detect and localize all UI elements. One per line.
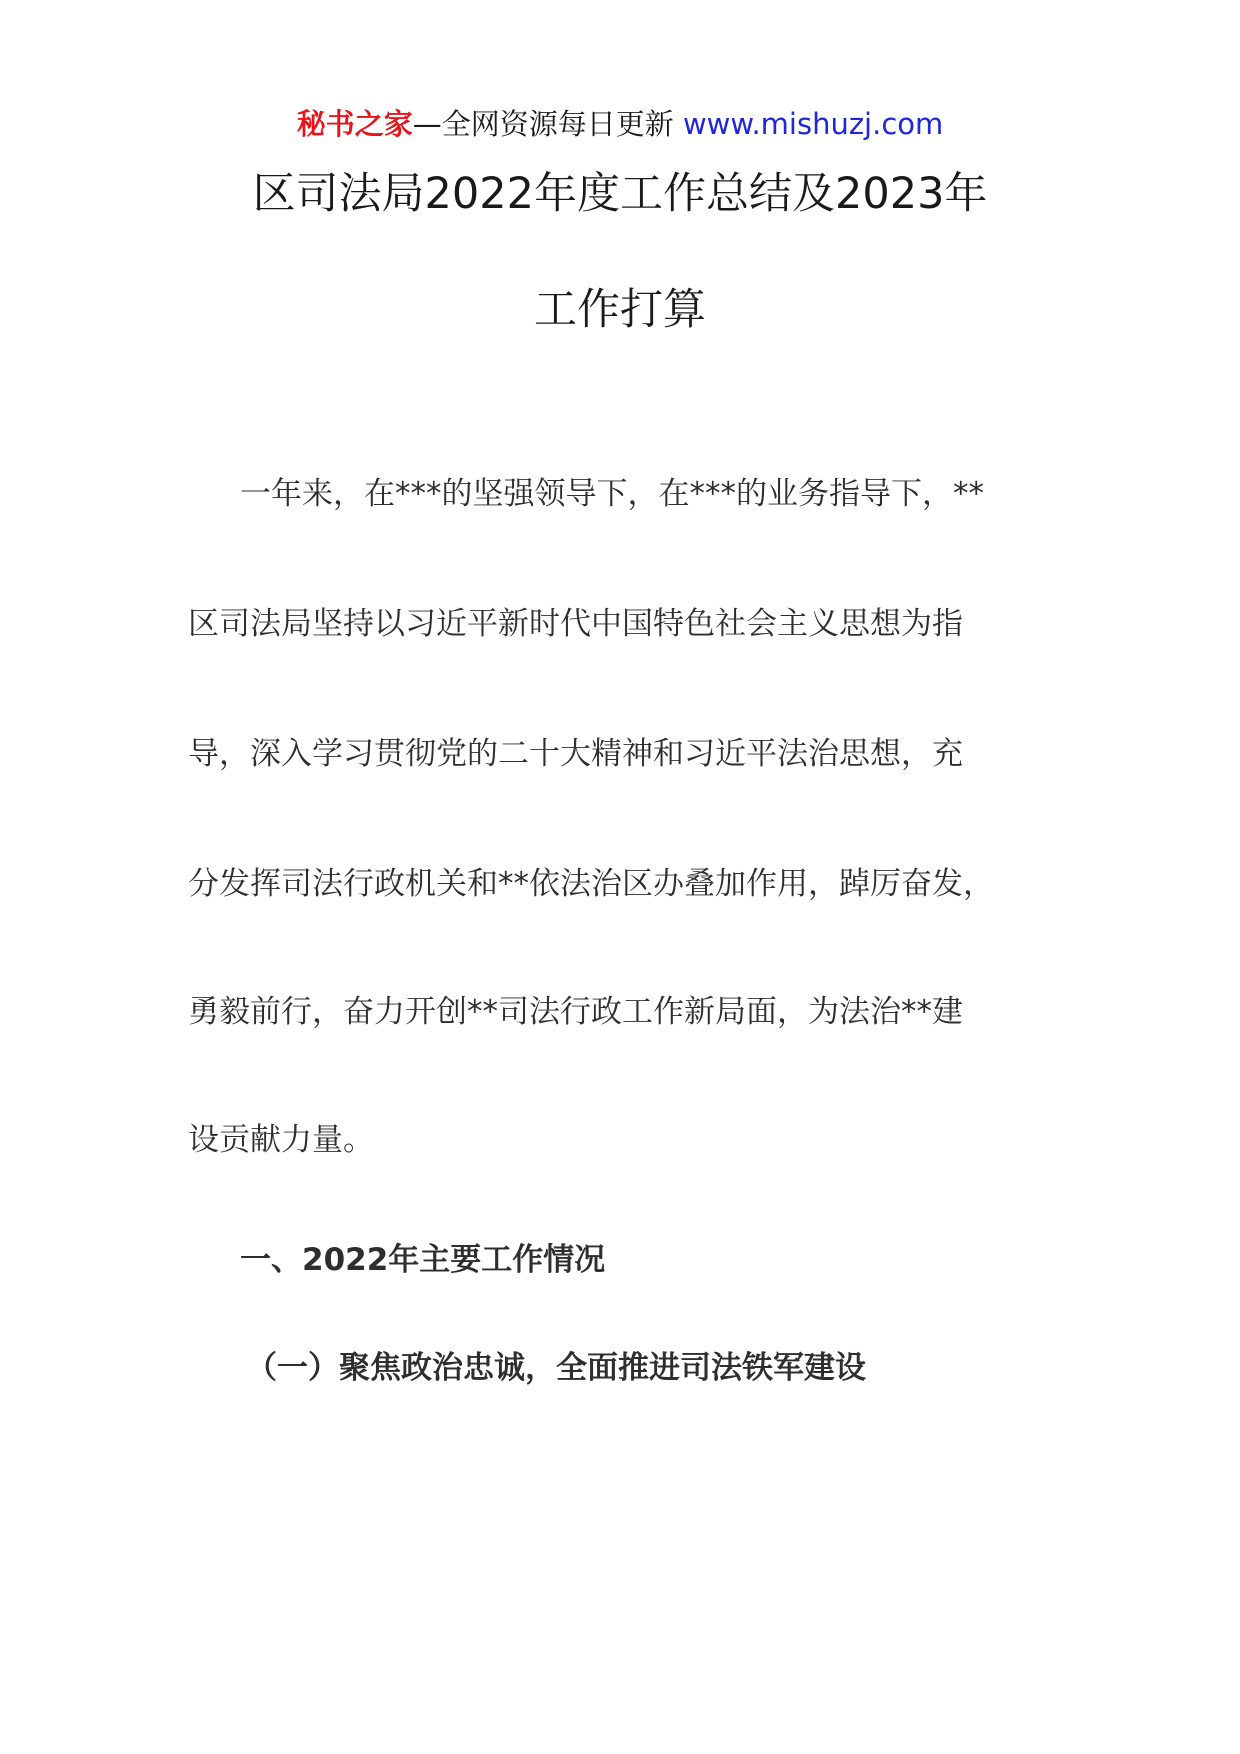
source-header: [0, 104, 1240, 144]
intro-paragraph-line: 分发挥司法行政机关和**依法治区办叠加作用，踔厉奋发，: [188, 866, 994, 902]
intro-paragraph-line: 导，深入学习贯彻党的二十大精神和习近平法治思想，充: [188, 736, 963, 772]
intro-paragraph-line: 区司法局坚持以习近平新时代中国特色社会主义思想为指: [188, 606, 963, 642]
intro-paragraph-line: 一年来，在***的坚强领导下，在***的业务指导下，**: [240, 476, 984, 512]
document-title-line-2: 工作打算: [534, 285, 706, 335]
brand-name: 秘书之家: [296, 107, 413, 141]
intro-paragraph-line: 设贡献力量。: [188, 1122, 374, 1158]
intro-paragraph-line: 勇毅前行，奋力开创**司法行政工作新局面，为法治**建: [188, 994, 963, 1030]
document-title-line-1: 区司法局2022年度工作总结及2023年: [252, 169, 988, 219]
website-link[interactable]: www.mishuzj.com: [682, 107, 944, 141]
header-tagline: —全网资源每日更新: [412, 107, 674, 141]
subsection-heading: （一）聚焦政治忠诚，全面推进司法铁军建设: [246, 1350, 866, 1386]
section-heading: 一、2022年主要工作情况: [240, 1242, 606, 1278]
